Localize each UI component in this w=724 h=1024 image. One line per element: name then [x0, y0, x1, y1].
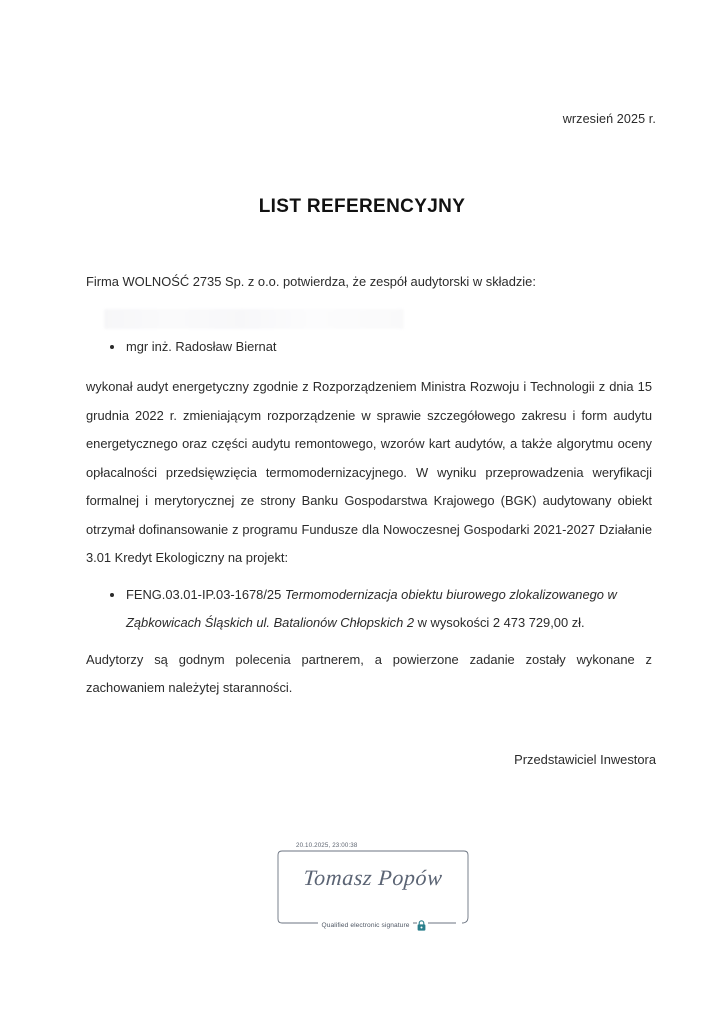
project-id: FENG.03.01-IP.03-1678/25: [126, 586, 282, 602]
project-name: Termomodernizacja obiektu biurowego zlokalizowanego w Ząbkowicach Śląskich ul. Batalionów Chłopskich 2: [126, 586, 617, 630]
project-list: [86, 581, 652, 638]
representative-label: Przedstawiciel Inwestora: [514, 752, 656, 767]
intro-paragraph: Firma WOLNOŚĆ 2735 Sp. z o.o. potwierdza, że zespół audytorski w składzie:: [86, 274, 536, 289]
document-body: [86, 268, 652, 703]
lock-icon-glyph: [417, 920, 426, 931]
signature-footer-label: Qualified electronic signature: [318, 922, 412, 929]
signature-timestamp: 20.10.2025, 23:00:38: [292, 842, 362, 849]
signature-footer: [276, 920, 470, 931]
electronic-signature-stamp: [276, 842, 470, 929]
project-amount-prefix: w wysokości: [417, 615, 490, 630]
main-paragraph: wykonał audyt energetyczny zgodnie z Rozporządzeniem Ministra Rozwoju i Technologii z dnia 15 grudnia 2022 r. zmieniającym rozporządzenie w sprawie szczegółowego zakresu i form audytu energetycznego oraz części audytu remontowego, wzorów kart audytów, a także algorytmu oceny opłacalności przedsięwzięcia termomodernizacyjnego. W wyniku przeprowadzenia weryfikacji formalnej i merytorycznej ze strony Banku Gospodarstwa Krajowego (BGK) audytowany obiekt otrzymał dofinansowanie z programu Fundusze dla Nowoczesnej Gospodarki 2021-2027 Działanie 3.01 Kredyt Ekologiczny na projekt:: [86, 379, 652, 565]
closing-paragraph: Audytorzy są godnym polecenia partnerem, a powierzone zadanie zostały wykonane z zachowaniem należytej staranności.: [86, 651, 652, 695]
lock-icon: [417, 920, 428, 931]
list-item: [86, 581, 652, 638]
auditor-list: [86, 333, 652, 362]
page-title: LIST REFERENCYJNY: [258, 196, 466, 217]
redacted-text-line: [104, 309, 404, 329]
document-date: wrzesień 2025 r.: [562, 112, 656, 126]
list-item: mgr inż. Radosław Biernat: [86, 333, 652, 362]
signature-name: Tomasz Popów: [302, 865, 444, 890]
project-amount: 2 473 729,00 zł.: [492, 615, 585, 630]
